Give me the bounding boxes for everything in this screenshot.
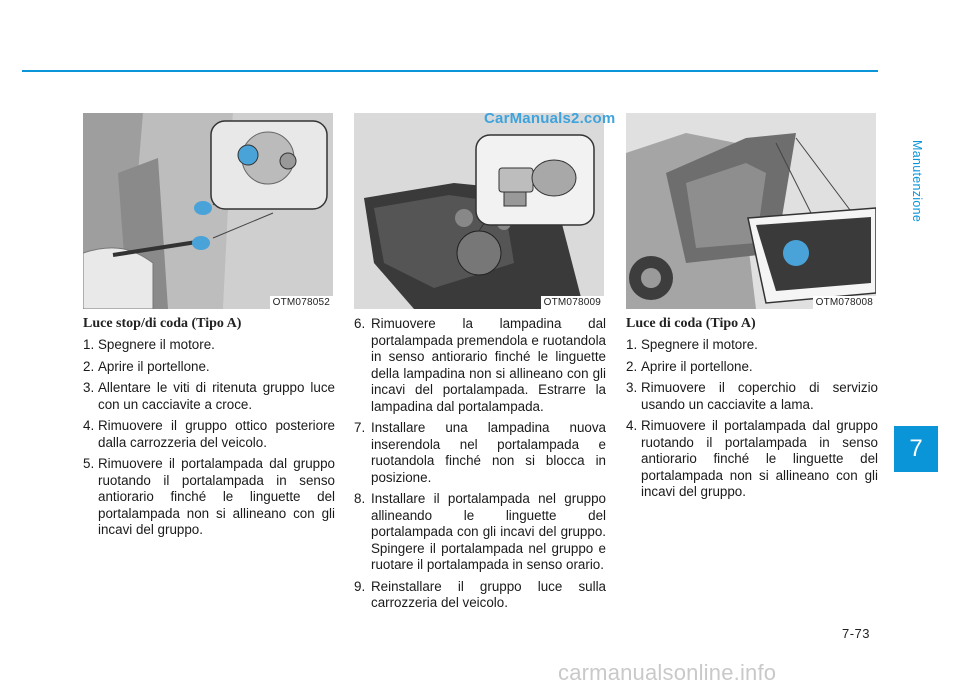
header-rule: [22, 70, 878, 72]
figure-taillight-screws: [83, 113, 333, 309]
step-list: [83, 337, 335, 539]
list-item: 5. Rimuovere il portalampada dal gruppo ruotando il portalampada in senso antiorario finché le linguette del portalampada non si allineano con gli incavi del gruppo.: [83, 456, 335, 537]
chapter-tab: 7: [894, 426, 938, 472]
section-side-label: Manutenzione: [910, 140, 924, 223]
list-item: 8. Installare il portalampada nel gruppo allineando le linguette del portalampada con gli incavi del gruppo. Spingere il portalampada nel gruppo e ruotare il portalampada in senso orario.: [354, 491, 606, 572]
column-2: [354, 316, 606, 617]
step-list: [354, 316, 606, 612]
list-item: 7. Installare una lampadina nuova inserendola nel portalampada e ruotandola finché non si blocca in posizione.: [354, 420, 606, 485]
footer-watermark: carmanualsonline.info: [558, 660, 777, 685]
figure-tailgate-cover: [626, 113, 876, 309]
watermark-top: CarManuals2.com: [484, 110, 616, 127]
page-number: 7-73: [842, 626, 871, 641]
section-heading: Luce di coda (Tipo A): [626, 316, 756, 331]
column-1: [83, 316, 335, 544]
list-item: 2. Aprire il portellone.: [626, 358, 753, 374]
figure-bulb-holder: [354, 113, 604, 309]
section-heading: Luce stop/di coda (Tipo A): [83, 316, 242, 331]
list-item: 9. Reinstallare il gruppo luce sulla carrozzeria del veicolo.: [354, 578, 606, 610]
list-item: 1. Spegnere il motore.: [626, 337, 758, 352]
figure-code: OTM078052: [270, 296, 333, 309]
figure-code: OTM078008: [813, 296, 876, 309]
tailgate-cover-illustration: [626, 113, 876, 309]
bulb-holder-illustration: [354, 113, 604, 309]
list-item: 2. Aprire il portellone.: [83, 358, 210, 374]
column-3: [626, 316, 878, 506]
figure-code: OTM078009: [541, 296, 604, 309]
list-item: 4. Rimuovere il portalampada dal gruppo ruotando il portalampada in senso antiorario finché le linguette del portalampada non si allineano con gli incavi del gruppo.: [626, 418, 878, 499]
list-item: 4. Rimuovere il gruppo ottico posteriore dalla carrozzeria del veicolo.: [83, 418, 335, 450]
list-item: 6. Rimuovere la lampadina dal portalampada premendola e ruotandola in senso antiorario finché le linguette della lampadina non si allineano con gli incavi del portalampada. Estrarre la lampadina dal portalampada.: [354, 316, 606, 414]
step-list: [626, 337, 878, 501]
list-item: 3. Rimuovere il coperchio di servizio usando un cacciavite a lama.: [626, 380, 878, 412]
taillight-screws-illustration: [83, 113, 333, 309]
list-item: 1. Spegnere il motore.: [83, 337, 215, 352]
list-item: 3. Allentare le viti di ritenuta gruppo luce con un cacciavite a croce.: [83, 380, 335, 412]
